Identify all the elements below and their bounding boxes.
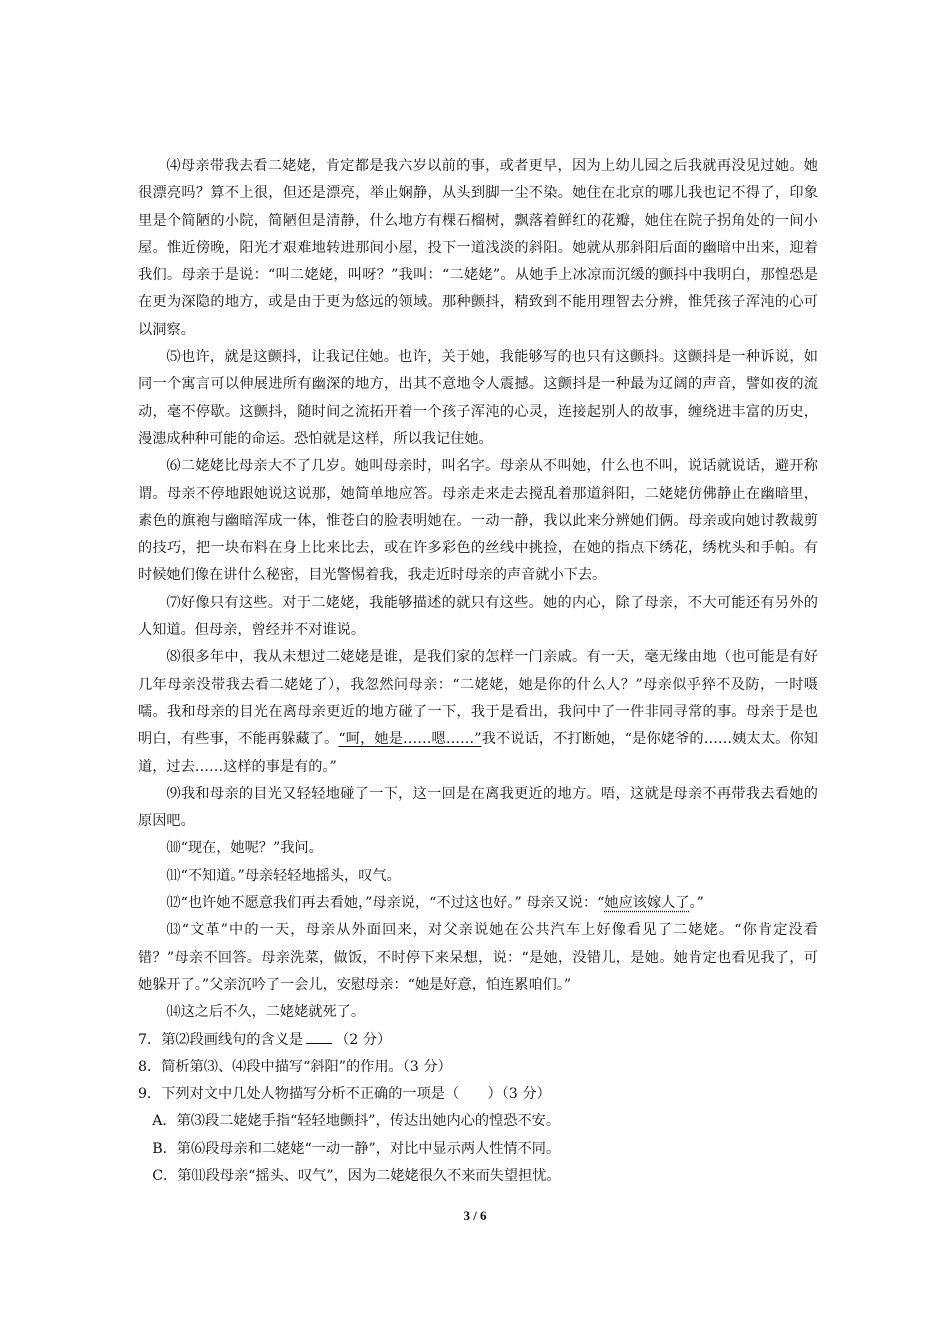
page-number: 3 / 6: [463, 1208, 487, 1223]
reading-passage: [138, 153, 818, 1190]
emphasized-phrase: 她应该嫁人了: [604, 895, 690, 912]
option-b: B．第⑹段母亲和二姥姥“一动一静”，对比中显示两人性情不同。: [152, 1140, 561, 1157]
paragraph-8-text: ⑻很多年中，我从未想过二姥姥是谁，是我们家的怎样一门亲戚。有一天，毫无缘由地（也可能是有好几年母亲没带我去看二姥姥了），我忽然问母亲：“二姥姥，她是你的什么人？”母亲似乎猝不及防，一时嗫嚅。我和母亲的目光在离母亲更近的地方碰了一下，我于是看出，我问中了一件非同寻常的事。母亲于是也明白，有些事，不能再躲藏了。: [138, 649, 818, 748]
paragraph-12: [138, 890, 818, 917]
question-9: 9．下列对文中几处人物描写分析不正确的一项是（ ）（3 分）: [138, 1086, 551, 1103]
paragraph-9: ⑼我和母亲的目光又轻轻地碰了一下，这一回是在离我更近的地方。唔，这就是母亲不再带我去看她的原因吧。: [138, 785, 818, 830]
answer-blank[interactable]: [306, 1029, 332, 1044]
paragraph-8-text-end: 我不说话，不打断她，“是你姥爷的……姨太太。你知道，过去……这样的事是有的。”: [138, 731, 818, 775]
question-8: 8．简析第⑶、⑷段中描写“斜阳”的作用。（3 分）: [138, 1058, 452, 1075]
paragraph-8: [138, 644, 818, 780]
option-c: C．第⑾段母亲“摇头、叹气”，因为二姥姥很久不来而失望担忧。: [152, 1167, 561, 1184]
paragraph-5: ⑸也许，就是这颤抖，让我记住她。也许，关于她，我能够写的也只有这颤抖。这颤抖是一种诉说，如同一个寓言可以伸展进所有幽深的地方，出其不意地令人震撼。这颤抖是一种最为辽阔的声音，譬如夜的流动，毫不停歇。这颤抖，随时间之流拓开着一个孩子浑沌的心灵，连接起别人的故事，缠绕进丰富的历史，漫漶成种种可能的命运。恐怕就是这样，所以我记住她。: [138, 349, 818, 447]
paragraph-7: ⑺好像只有这些。对于二姥姥，我能够描述的就只有这些。她的内心，除了母亲，不大可能还有另外的人知道。但母亲，曾经并不对谁说。: [138, 594, 818, 639]
paragraph-6: ⑹二姥姥比母亲大不了几岁。她叫母亲时，叫名字。母亲从不叫她，什么也不叫，说话就说话，避开称谓。母亲不停地跟她说这说那，她简单地应答。母亲走来走去搅乱着那道斜阳，二姥姥仿佛静止在幽暗里，素色的旗袍与幽暗浑成一体，惟苍白的脸表明她在。一动一静，我以此来分辨她们俩。母亲或向她讨教裁剪的技巧，把一块布料在身上比来比去，或在许多彩色的丝线中挑捡，在她的指点下绣花，绣枕头和手帕。有时候她们像在讲什么秘密，目光警惕着我，我走近时母亲的声音就小下去。: [138, 458, 818, 584]
paragraph-10: ⑽“现在，她呢？”我问。: [166, 840, 323, 857]
question-7: [138, 1027, 818, 1054]
question-7-points: （2 分）: [335, 1031, 392, 1048]
paragraph-13: ⒀“文革”中的一天，母亲从外面回来，对父亲说她在公共汽车上好像看见了二姥姥。“你肯定没看错？”母亲不回答。母亲洗菜，做饭，不时停下来呆想，说：“是她，没错儿，是她。她肯定也看见我了，可她躲开了。”父亲沉吟了一会儿，安慰母亲：“她是好意，怕连累咱们。”: [138, 922, 818, 993]
paragraph-12-text: ⑿“也许她不愿意我们再去看她，”母亲说，“不过这也好。” 母亲又说：“: [166, 895, 605, 912]
paragraph-4: ⑷母亲带我去看二姥姥，肯定都是我六岁以前的事，或者更早，因为上幼儿园之后我就再没见过她。她很漂亮吗？算不上很，但还是漂亮，举止娴静，从头到脚一尘不染。她住在北京的哪儿我也记不得了，印象里是个简陋的小院，简陋但是清静，什么地方有棵石榴树，飘落着鲜红的花瓣，她住在院子拐角处的一间小屋。惟近傍晚，阳光才艰难地转进那间小屋，投下一道浅淡的斜阳。她就从那斜阳后面的幽暗中出来，迎着我们。母亲于是说：“叫二姥姥，叫呀？”我叫：“二姥姥”。从她手上冰凉而沉缓的颤抖中我明白，那惶恐是在更为深隐的地方，或是由于更为悠远的领域。那种颤抖，精致到不能用理智去分辨，惟凭孩子浑沌的心可以洞察。: [138, 158, 818, 338]
paragraph-12-text-end: 。”: [689, 895, 704, 912]
question-7-text: 7．第⑵段画线句的含义是: [138, 1031, 304, 1048]
paragraph-11: ⑾“不知道。”母亲轻轻地摇头，叹气。: [166, 867, 401, 884]
underlined-sentence: “呵，她是……嗯……”: [338, 731, 482, 748]
option-a: A．第⑶段二姥姥手指“轻轻地颤抖”，传达出她内心的惶恐不安。: [152, 1113, 561, 1130]
question-section: [138, 1027, 818, 1191]
paragraph-14: ⒁这之后不久，二姥姥就死了。: [166, 1004, 366, 1021]
